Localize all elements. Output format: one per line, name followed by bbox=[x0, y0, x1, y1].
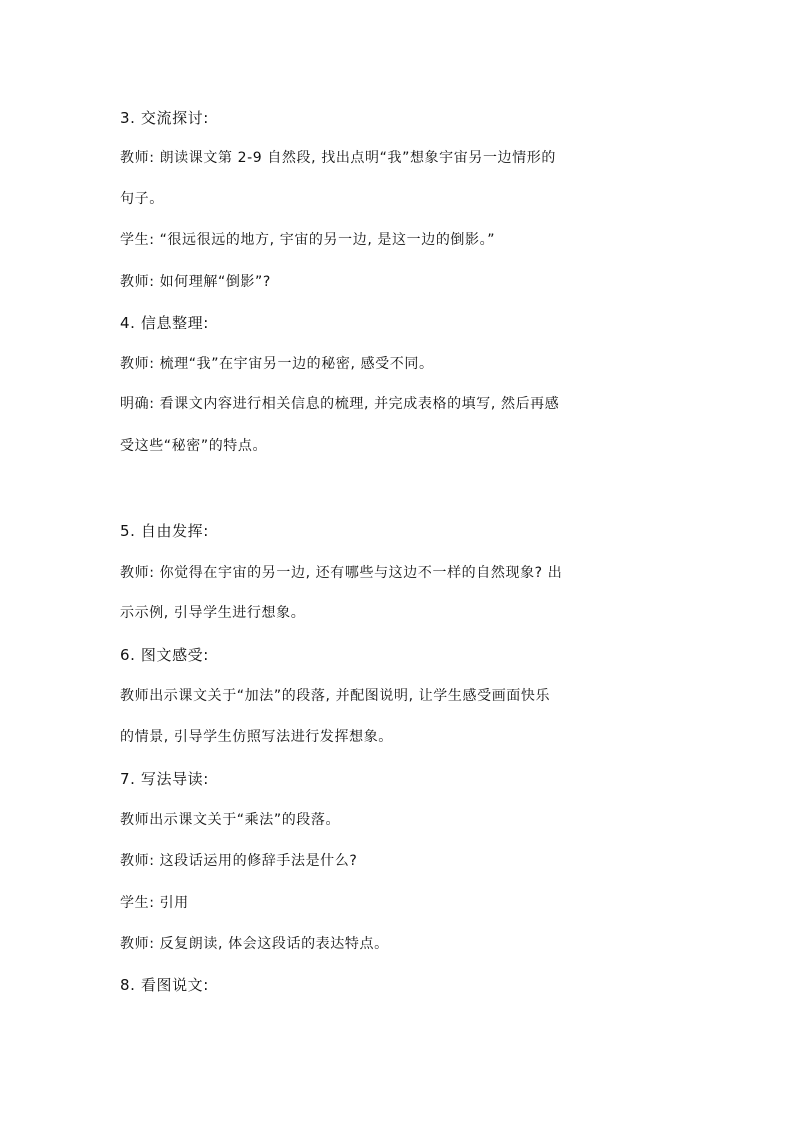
paragraph-line: 教师: 如何理解“倒影”? bbox=[120, 274, 271, 290]
paragraph-line: 教师: 这段话运用的修辞手法是什么? bbox=[120, 853, 358, 869]
paragraph-line: 的情景, 引导学生仿照写法进行发挥想象。 bbox=[120, 729, 393, 745]
paragraph-line: 句子。 bbox=[120, 191, 164, 207]
paragraph-line: 示示例, 引导学生进行想象。 bbox=[120, 605, 306, 621]
section-heading-4: 4. 信息整理: bbox=[120, 314, 209, 332]
paragraph-line: 教师出示课文关于“乘法”的段落。 bbox=[120, 812, 341, 828]
section-heading-7: 7. 写法导读: bbox=[120, 770, 209, 788]
paragraph-line: 受这些“秘密”的特点。 bbox=[120, 438, 268, 454]
paragraph-line: 教师: 朗读课文第 2-9 自然段, 找出点明“我”想象宇宙另一边情形的 bbox=[120, 150, 556, 166]
paragraph-line: 教师出示课文关于“加法”的段落, 并配图说明, 让学生感受画面快乐 bbox=[120, 688, 551, 704]
paragraph-line: 教师: 反复朗读, 体会这段话的表达特点。 bbox=[120, 936, 389, 952]
paragraph-line: 学生: “很远很远的地方, 宇宙的另一边, 是这一边的倒影。” bbox=[120, 232, 496, 248]
paragraph-line: 明确: 看课文内容进行相关信息的梳理, 并完成表格的填写, 然后再感 bbox=[120, 396, 560, 412]
paragraph-line: 教师: 你觉得在宇宙的另一边, 还有哪些与这边不一样的自然现象? 出 bbox=[120, 565, 563, 581]
section-heading-3: 3. 交流探讨: bbox=[120, 109, 209, 127]
section-heading-6: 6. 图文感受: bbox=[120, 646, 209, 664]
paragraph-line: 学生: 引用 bbox=[120, 895, 189, 911]
section-heading-5: 5. 自由发挥: bbox=[120, 522, 209, 540]
section-heading-8: 8. 看图说文: bbox=[120, 976, 209, 994]
paragraph-line: 教师: 梳理“我”在宇宙另一边的秘密, 感受不同。 bbox=[120, 356, 434, 372]
